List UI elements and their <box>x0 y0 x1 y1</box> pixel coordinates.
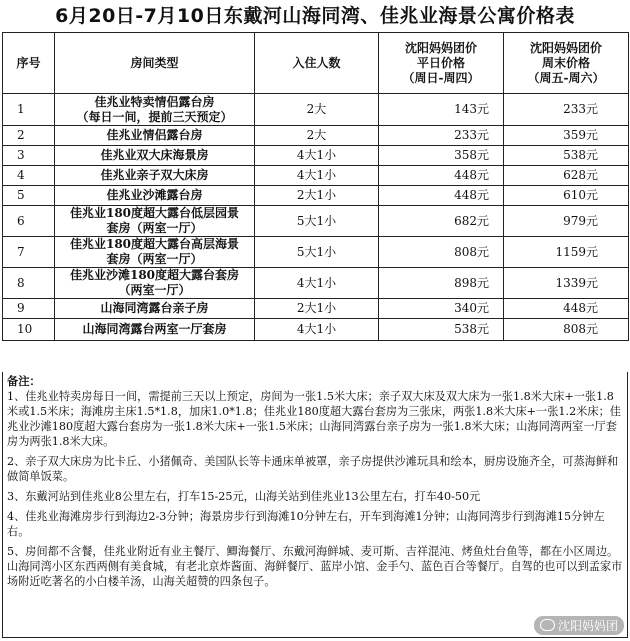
weekday-price: 538元 <box>379 319 504 341</box>
weekday-price: 358元 <box>379 146 504 166</box>
room-type: 佳兆业亲子双大床房 <box>55 166 255 186</box>
weekend-price: 1159元 <box>504 237 629 268</box>
table-row <box>3 319 629 341</box>
note-item-2: 2、亲子双大床房为比卡丘、小猪佩奇、美国队长等卡通床单被罩，亲子房提供沙滩玩具和绘本，厨房设施齐全，可蒸海鲜和做简单饭菜。 <box>7 455 619 483</box>
row-number: 9 <box>3 299 55 319</box>
watermark-label: 沈阳妈妈团 <box>557 619 618 633</box>
room-type: 佳兆业沙滩180度超大露台套房 （两室一厅） <box>55 268 255 299</box>
room-type: 佳兆业特卖情侣露台房 （每日一间，提前三天预定） <box>55 94 255 126</box>
note-item-4: 4、佳兆业海滩房步行到海边2-3分钟；海景房步行到海滩10分钟左右，开车到海滩1分钟；山海同湾步行到海滩15分钟左右。 <box>7 510 605 538</box>
room-type: 佳兆业情侣露台房 <box>55 126 255 146</box>
weekend-price: 538元 <box>504 146 629 166</box>
weekend-price: 979元 <box>504 206 629 237</box>
room-type: 佳兆业180度超大露台高层海景 套房（两室一厅） <box>55 237 255 268</box>
weekday-price: 808元 <box>379 237 504 268</box>
weekend-price: 233元 <box>504 94 629 126</box>
row-number: 2 <box>3 126 55 146</box>
weekday-price: 340元 <box>379 299 504 319</box>
table-row <box>3 94 629 126</box>
header-no: 序号 <box>3 33 55 94</box>
row-number: 10 <box>3 319 55 341</box>
page-title: 6月20日-7月10日东戴河山海同湾、佳兆业海景公寓价格表 <box>55 5 575 27</box>
header-room-type: 房间类型 <box>55 33 255 94</box>
row-number: 6 <box>3 206 55 237</box>
header-weekend-price: 沈阳妈妈团价 周末价格 （周五-周六） <box>504 33 629 94</box>
row-number: 1 <box>3 94 55 126</box>
note-item-3: 3、东戴河站到佳兆业8公里左右，打车15-25元，山海关站到佳兆业13公里左右，打车40-50元 <box>7 490 481 503</box>
table-row <box>3 126 629 146</box>
table-row <box>3 186 629 206</box>
weekday-price: 898元 <box>379 268 504 299</box>
weekday-price: 143元 <box>379 94 504 126</box>
row-number: 5 <box>3 186 55 206</box>
guest-count: 4大1小 <box>255 146 379 166</box>
row-number: 8 <box>3 268 55 299</box>
note-item-5: 5、房间都不含餐，佳兆业附近有业主餐厅、鲫海餐厅、东戴河海鲜城、麦可斯、吉祥混沌、烤鱼灶台鱼等，都在小区周边。山海同湾小区东西两侧有美食城，有老北京炸酱面、海鲜餐厅、蓝岸小馆、金手勺、蓝色百合等餐厅。自驾的也可以到孟家市场附近吃著名的小白楼羊汤，山海关超赞的四条包子。 <box>7 545 623 588</box>
weekday-price: 233元 <box>379 126 504 146</box>
room-type: 山海同湾露台两室一厅套房 <box>55 319 255 341</box>
guest-count: 5大1小 <box>255 206 379 237</box>
guest-count: 2大 <box>255 94 379 126</box>
weekend-price: 359元 <box>504 126 629 146</box>
table-row <box>3 237 629 268</box>
weekend-price: 1339元 <box>504 268 629 299</box>
room-type: 山海同湾露台亲子房 <box>55 299 255 319</box>
table-row <box>3 166 629 186</box>
guest-count: 2大1小 <box>255 186 379 206</box>
weekday-price: 448元 <box>379 166 504 186</box>
row-number: 4 <box>3 166 55 186</box>
table-row <box>3 146 629 166</box>
wechat-icon <box>540 619 555 631</box>
weekend-price: 610元 <box>504 186 629 206</box>
guest-count: 5大1小 <box>255 237 379 268</box>
guest-count: 2大1小 <box>255 299 379 319</box>
price-table <box>2 32 629 341</box>
room-type: 佳兆业180度超大露台低层园景 套房（两室一厅） <box>55 206 255 237</box>
table-row <box>3 268 629 299</box>
room-type: 佳兆业双大床海景房 <box>55 146 255 166</box>
table-body <box>3 94 629 341</box>
weekday-price: 448元 <box>379 186 504 206</box>
weekday-price: 682元 <box>379 206 504 237</box>
note-item-1: 1、佳兆业特卖房每日一间，需提前三天以上预定，房间为一张1.5米大床；亲子双大床及双大床为一张1.8米大床+一张1.8米或1.5米床；海滩房主床1.5*1.8，加床1.0*1.8；佳兆业180度超大露台套房为三张床，两张1.8米大床+一张1.2米床；佳兆业沙滩180度超大露台套房为一张1.8米大床+一张1.5米床；山海同湾露台亲子房为一张1.8米大床；山海同湾两室一厅套房为两张1.8米大床。 <box>7 390 621 448</box>
table-row <box>3 206 629 237</box>
table-header-row <box>3 33 629 94</box>
row-number: 7 <box>3 237 55 268</box>
notes-section <box>2 372 628 638</box>
header-weekday-price: 沈阳妈妈团价 平日价格 （周日-周四） <box>379 33 504 94</box>
room-type: 佳兆业沙滩露台房 <box>55 186 255 206</box>
table-row <box>3 299 629 319</box>
row-number: 3 <box>3 146 55 166</box>
notes-header: 备注： <box>7 374 41 388</box>
guest-count: 4大1小 <box>255 319 379 341</box>
guest-count: 2大 <box>255 126 379 146</box>
weekend-price: 628元 <box>504 166 629 186</box>
header-guests: 入住人数 <box>255 33 379 94</box>
weekend-price: 808元 <box>504 319 629 341</box>
guest-count: 4大1小 <box>255 268 379 299</box>
weekend-price: 448元 <box>504 299 629 319</box>
watermark <box>534 616 624 635</box>
guest-count: 4大1小 <box>255 166 379 186</box>
